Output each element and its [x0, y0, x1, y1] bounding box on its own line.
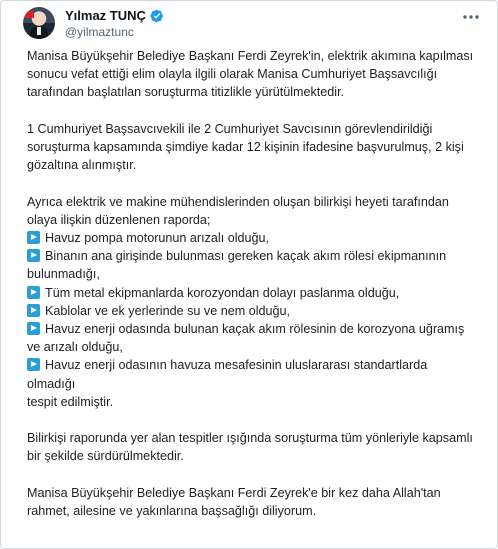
author-name[interactable]: Yılmaz TUNÇ	[65, 8, 146, 23]
findings-list	[27, 229, 477, 393]
list-item	[27, 229, 477, 247]
tweet-text	[27, 47, 477, 520]
list-item	[27, 356, 477, 392]
list-item	[27, 284, 477, 302]
blue-arrow-right-icon	[27, 249, 40, 262]
finding-text: Kablolar ve ek yerlerinde su ve nem olduğu,	[45, 303, 291, 318]
paragraph-4: Bilirkişi raporunda yer alan tespitler ışığında soruşturma tüm yönleriyle kapsamlı bir şekilde sürdürülmektedir.	[27, 431, 473, 464]
paragraph-1: Manisa Büyükşehir Belediye Başkanı Ferdi Zeyrek'in, elektrik akımına kapılması sonucu vefat ettiği elim olayla ilgili olarak Manisa Cumhuriyet Başsavcılığı tarafından başlatılan soruşturma titizlikle yürütülmektedir.	[27, 49, 474, 100]
finding-text: Havuz enerji odasında bulunan kaçak akım rölesinin de korozyona uğramış ve arızalı olduğu,	[27, 322, 465, 355]
name-row	[65, 8, 164, 23]
shirt-shape	[37, 27, 41, 35]
blue-arrow-right-icon	[27, 231, 40, 244]
finding-text: Havuz enerji odasının havuza mesafesinin uluslararası standartlarda olmadığı	[27, 358, 428, 391]
paragraph-2: 1 Cumhuriyet Başsavcıvekili ile 2 Cumhuriyet Savcısının görevlendirildiği soruşturma kapsamında şimdiye kadar 12 kişinin ifadesine başvurulmuş, 2 kişi gözaltına alınmıştır.	[27, 121, 464, 173]
blue-arrow-right-icon	[27, 358, 40, 371]
list-item	[27, 320, 477, 356]
finding-text: Havuz pompa motorunun arızalı olduğu,	[45, 231, 270, 245]
paragraph-3-intro: Ayrıca elektrik ve makine mühendislerinden oluşan bilirkişi heyeti tarafından olaya ilişkin düzenlenen raporda;	[27, 194, 449, 227]
verified-badge-icon	[150, 9, 164, 23]
flag-icon	[25, 11, 34, 18]
paragraph-5: Manisa Büyükşehir Belediye Başkanı Ferdi Zeyrek'e bir kez daha Allah'tan rahmet, ailesine ve yakınlarına başsağlığı diliyorum.	[27, 485, 441, 519]
blue-arrow-right-icon	[27, 322, 40, 335]
blue-arrow-right-icon	[27, 304, 40, 317]
list-item	[27, 302, 477, 320]
more-options-icon[interactable]	[461, 9, 481, 25]
avatar[interactable]	[23, 7, 55, 39]
list-item	[27, 247, 477, 283]
author-handle[interactable]: @yilmaztunc	[65, 25, 134, 39]
finding-text: Binanın ana girişinde bulunması gereken kaçak akım rölesi ekipmanının bulunmadığı,	[27, 249, 447, 282]
tweet-header	[23, 7, 483, 43]
finding-text: Tüm metal ekipmanlarda korozyondan dolayı paslanma olduğu,	[45, 285, 400, 300]
paragraph-3-outro: tespit edilmiştir.	[27, 394, 114, 409]
blue-arrow-right-icon	[27, 286, 40, 299]
